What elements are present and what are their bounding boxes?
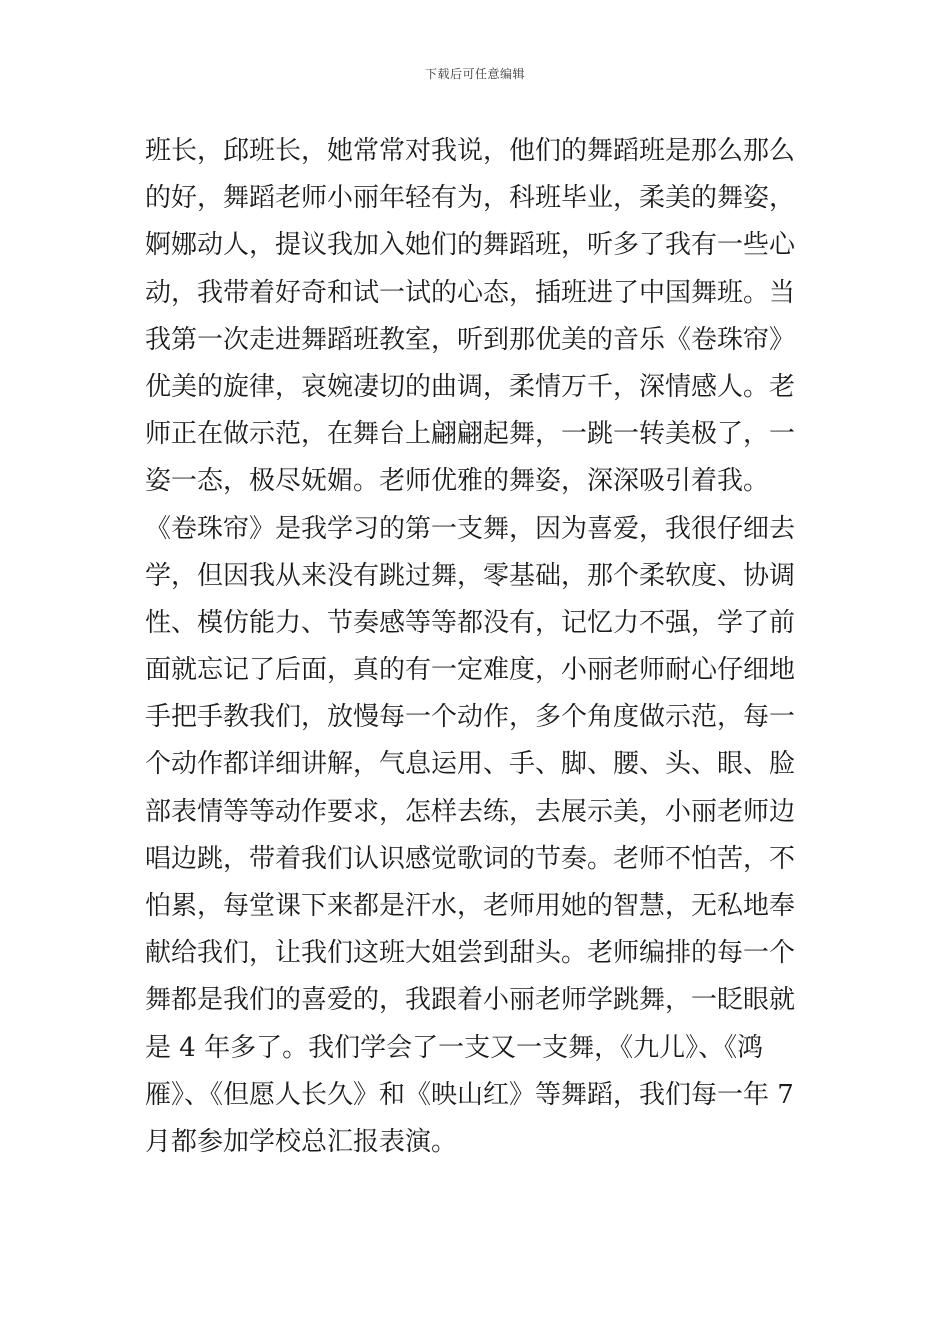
- text-line: 怕累，每堂课下来都是汗水，老师用她的智慧，无私地奉: [145, 891, 796, 921]
- text-line: 是 4 年多了。我们学会了一支又一支舞，《九儿》、《鸿: [145, 1032, 764, 1063]
- text-line: 面就忘记了后面，真的有一定难度，小丽老师耐心仔细地: [145, 655, 796, 686]
- body-text: [145, 128, 810, 1166]
- text-line: 部表情等等动作要求，怎样去练，去展示美，小丽老师边: [145, 796, 796, 827]
- text-line: 献给我们，让我们这班大姐尝到甜头。老师编排的每一个: [145, 938, 796, 969]
- text-line: 舞都是我们的喜爱的，我跟着小丽老师学跳舞，一眨眼就: [145, 985, 796, 1016]
- text-line: 个动作都详细讲解，气息运用、手、脚、腰、头、眼、脸: [145, 749, 796, 780]
- text-line: 优美的旋律，哀婉凄切的曲调，柔情万千，深情感人。老: [145, 371, 796, 402]
- text-line: 班长，邱班长，她常常对我说，他们的舞蹈班是那么那么: [145, 136, 796, 166]
- page-header-note: 下载后可任意编辑: [424, 67, 525, 81]
- text-line: 唱边跳，带着我们认识感觉歌词的节奏。老师不怕苦，不: [145, 843, 796, 874]
- text-line: 学，但因我从来没有跳过舞，零基础，那个柔软度、协调: [145, 560, 796, 591]
- text-line: 姿一态，极尽妩媚。老师优雅的舞姿，深深吸引着我。: [145, 466, 770, 497]
- text-line: 我第一次走进舞蹈班教室，听到那优美的音乐《卷珠帘》: [145, 324, 796, 355]
- text-line: 月都参加学校总汇报表演。: [145, 1126, 458, 1157]
- text-line: 《卷珠帘》是我学习的第一支舞，因为喜爱，我很仔细去: [145, 513, 796, 544]
- text-line: 手把手教我们，放慢每一个动作，多个角度做示范，每一: [145, 702, 796, 733]
- text-line: 婀娜动人，提议我加入她们的舞蹈班，听多了我有一些心: [145, 230, 796, 261]
- text-line: 师正在做示范，在舞台上翩翩起舞，一跳一转美极了，一: [145, 419, 796, 450]
- text-line: 的好，舞蹈老师小丽年轻有为，科班毕业，柔美的舞姿，: [145, 183, 796, 214]
- text-line: 性、模仿能力、节奏感等等都没有，记忆力不强，学了前: [145, 607, 796, 638]
- text-line: 雁》、《但愿人长久》和《映山红》等舞蹈，我们每一年 7: [145, 1079, 794, 1110]
- text-line: 动，我带着好奇和试一试的心态，插班进了中国舞班。当: [145, 277, 796, 308]
